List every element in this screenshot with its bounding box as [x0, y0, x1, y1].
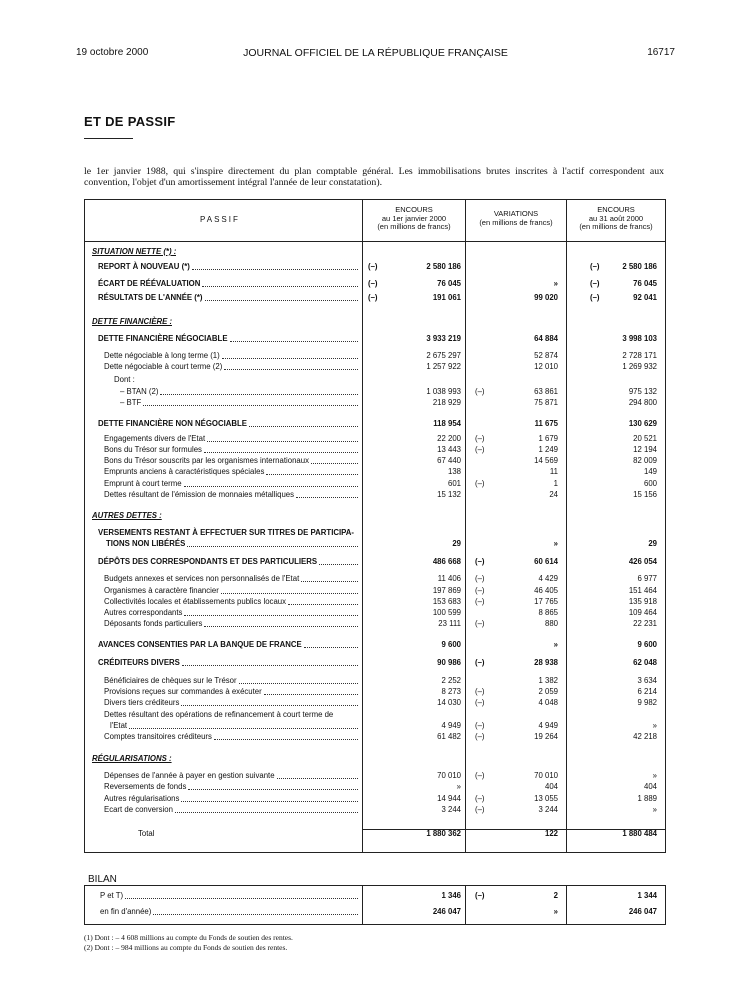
value-c2: 28 938: [534, 658, 558, 667]
value-c2: 1 679: [538, 434, 558, 443]
row-label-text: Reversements de fonds: [104, 782, 187, 791]
row-label: [104, 618, 359, 630]
value-c2: 880: [544, 619, 558, 628]
row-label-text: Provisions reçues sur commandes à exécuter: [104, 687, 262, 696]
value-c1: 486 668: [432, 557, 461, 566]
table-row: [84, 657, 664, 669]
row-label-text: Dette négociable à long terme (1): [104, 351, 220, 360]
value-c1: 14 944: [437, 794, 461, 803]
sign-marker: (–): [368, 279, 378, 288]
table-row: [84, 556, 664, 568]
value-c2: 3 244: [538, 805, 558, 814]
value-c2: »: [553, 539, 558, 548]
leader-dots: [192, 261, 358, 270]
sign-marker: (–): [475, 771, 485, 780]
header-col-encours-start: [363, 206, 465, 232]
table-header-rule: [84, 241, 665, 242]
value-c1: 3 244: [441, 805, 461, 814]
value-c3: 246 047: [628, 907, 657, 916]
table-row: [84, 361, 664, 373]
row-label: [114, 374, 135, 386]
table-row: [84, 292, 664, 304]
row-label: [104, 781, 359, 793]
sign-marker: (–): [475, 586, 485, 595]
row-label-text: Organismes à caractère financier: [104, 586, 219, 595]
value-c1: 1 038 993: [426, 387, 461, 396]
row-label: [98, 556, 359, 568]
leader-dots: [222, 350, 358, 359]
row-label-text: VERSEMENTS RESTANT À EFFECTUER SUR TITRES DE PARTICIPA-: [98, 528, 355, 537]
value-c2: 1 382: [538, 676, 558, 685]
row-label-text: Bons du Trésor souscrits par les organismes internationaux: [104, 456, 309, 465]
footnote-2: (2) Dont : – 984 millions au compte du Fonds de soutien des rentes.: [84, 943, 288, 952]
header-col-encours-start-line3: (en millions de francs): [377, 222, 451, 231]
table-row: [84, 538, 664, 550]
row-label-text: Engagements divers de l'Etat: [104, 434, 206, 443]
value-c3: 15 156: [633, 490, 657, 499]
row-label-text: Dépenses de l'année à payer en gestion suivante: [104, 771, 275, 780]
row-label: [98, 261, 359, 273]
leader-dots: [249, 418, 358, 427]
row-label-text: – BTF: [120, 398, 142, 407]
row-label-text: Dette négociable à court terme (2): [104, 362, 223, 371]
value-c3: 92 041: [633, 293, 657, 302]
value-c3: 9 600: [637, 640, 657, 649]
section-rule: [84, 138, 133, 139]
footnote-1: (1) Dont : – 4 608 millions au compte du Fonds de soutien des rentes.: [84, 933, 293, 942]
value-c3: 82 009: [633, 456, 657, 465]
sign-marker: (–): [475, 619, 485, 628]
row-label: [138, 828, 154, 840]
leader-dots: [288, 596, 358, 605]
row-label: [100, 890, 359, 902]
value-c2: 4 949: [538, 721, 558, 730]
table-row: [84, 753, 664, 765]
table-row: [84, 418, 664, 430]
leader-dots: [214, 731, 358, 740]
value-c3: 42 218: [633, 732, 657, 741]
leader-dots: [296, 489, 358, 498]
value-c3: 2 728 171: [622, 351, 657, 360]
value-c3: 130 629: [628, 419, 657, 428]
value-c1: 191 061: [432, 293, 461, 302]
value-c1: 15 132: [437, 490, 461, 499]
leader-dots: [187, 538, 358, 547]
table-row: [84, 781, 664, 793]
sign-marker: (–): [475, 597, 485, 606]
leader-dots: [143, 397, 358, 406]
leader-dots: [160, 386, 358, 395]
value-c1: 90 986: [437, 658, 461, 667]
row-label: [92, 510, 162, 522]
header-passif: PASSIF: [200, 215, 240, 224]
value-c3: 151 464: [628, 586, 657, 595]
row-label: [104, 466, 359, 478]
value-c1: 100 599: [432, 608, 461, 617]
row-label: [92, 316, 172, 328]
row-label-text: REPORT À NOUVEAU (*): [98, 262, 190, 271]
row-label: [92, 246, 176, 258]
table-row: [84, 374, 664, 386]
row-label-text: ÉCART DE RÉÉVALUATION: [98, 279, 201, 288]
row-label: [98, 639, 359, 651]
bilan-row: [84, 890, 664, 902]
value-c2: 11 675: [534, 419, 558, 428]
row-label: [98, 418, 359, 430]
row-label-text: TIONS NON LIBÉRÉS: [106, 539, 186, 548]
value-c2: 17 765: [534, 597, 558, 606]
value-c1: 22 200: [437, 434, 461, 443]
row-label-text: P et T): [100, 891, 124, 900]
header-date: 19 octobre 2000: [76, 47, 149, 58]
table-row: [84, 278, 664, 290]
sign-marker: (–): [475, 557, 485, 566]
row-label-text: en fin d'année): [100, 907, 152, 916]
sign-marker: (–): [475, 794, 485, 803]
value-c3: »: [652, 771, 657, 780]
sign-marker: (–): [475, 687, 485, 696]
row-label-text: DÉPÔTS DES CORRESPONDANTS ET DES PARTICULIERS: [98, 557, 318, 566]
section-title: ET DE PASSIF: [84, 114, 176, 129]
value-c3: 62 048: [633, 658, 657, 667]
table-row: [84, 316, 664, 328]
value-c2: 19 264: [534, 732, 558, 741]
table-row: [84, 804, 664, 816]
value-c3: 135 918: [628, 597, 657, 606]
value-c2: 14 569: [534, 456, 558, 465]
row-label-text: DETTE FINANCIÈRE :: [92, 317, 173, 326]
row-label-text: Divers tiers créditeurs: [104, 698, 180, 707]
header-page-number: 16717: [647, 47, 675, 58]
sign-marker: (–): [590, 262, 600, 271]
value-c1: 8 273: [441, 687, 461, 696]
header-col-encours-start-line1: ENCOURS: [395, 205, 433, 214]
value-c2: 1 249: [538, 445, 558, 454]
value-c3: »: [652, 721, 657, 730]
leader-dots: [277, 770, 358, 779]
row-label-text: – BTAN (2): [120, 387, 159, 396]
value-c3: 975 132: [628, 387, 657, 396]
leader-dots: [207, 433, 358, 442]
row-label-text: DETTE FINANCIÈRE NON NÉGOCIABLE: [98, 419, 248, 428]
sign-marker: (–): [590, 293, 600, 302]
table-row: [84, 489, 664, 501]
table-row: [84, 333, 664, 345]
value-c3: 109 464: [628, 608, 657, 617]
row-label: [98, 333, 359, 345]
row-label: [104, 697, 359, 709]
value-c1: 601: [447, 479, 461, 488]
value-c1: 1 880 362: [426, 829, 461, 838]
row-label: [98, 292, 359, 304]
leader-dots: [221, 585, 358, 594]
value-c3: 3 998 103: [622, 334, 657, 343]
value-c3: »: [652, 805, 657, 814]
header-col-encours-end-line1: ENCOURS: [597, 205, 635, 214]
leader-dots: [153, 906, 358, 915]
value-c1: 61 482: [437, 732, 461, 741]
value-c1: 9 600: [441, 640, 461, 649]
value-c1: 3 933 219: [426, 334, 461, 343]
value-c1: 2 675 297: [426, 351, 461, 360]
leader-dots: [202, 278, 358, 287]
row-label-text: Autres régularisations: [104, 794, 180, 803]
row-label-text: Emprunt à court terme: [104, 479, 182, 488]
leader-dots: [204, 618, 358, 627]
row-label-text: l'Etat: [110, 721, 128, 730]
intro-paragraph: le 1er janvier 1988, qui s'inspire directement du plan comptable général. Les immobilisations brutes inscrites à l'actif correspondent aux convention, l'objet d'un amortissement intégral l'année de leur constatation).: [84, 166, 664, 188]
value-c2: 12 010: [534, 362, 558, 371]
leader-dots: [266, 466, 358, 475]
value-c3: 2 580 186: [622, 262, 657, 271]
value-c1: »: [456, 782, 461, 791]
value-c2: 75 871: [534, 398, 558, 407]
row-label-text: Déposants fonds particuliers: [104, 619, 203, 628]
sign-marker: (–): [475, 805, 485, 814]
sign-marker: (–): [475, 434, 485, 443]
bilan-title: BILAN: [88, 874, 117, 885]
header-title: JOURNAL OFFICIEL DE LA RÉPUBLIQUE FRANÇAISE: [243, 47, 508, 59]
row-label-text: AVANCES CONSENTIES PAR LA BANQUE DE FRANCE: [98, 640, 302, 649]
row-label: [104, 804, 359, 816]
leader-dots: [184, 478, 358, 487]
header-col-variations-line1: VARIATIONS: [493, 209, 539, 218]
row-label: [104, 731, 359, 743]
sign-marker: (–): [590, 279, 600, 288]
value-c2: 63 861: [534, 387, 558, 396]
leader-dots: [205, 292, 358, 301]
value-c1: 2 252: [441, 676, 461, 685]
leader-dots: [311, 455, 358, 464]
table-row: [84, 828, 664, 840]
leader-dots: [188, 781, 358, 790]
value-c1: 197 869: [432, 586, 461, 595]
value-c3: 1 344: [637, 891, 657, 900]
row-label: [98, 657, 359, 669]
leader-dots: [125, 890, 358, 899]
row-label-text: Bons du Trésor sur formules: [104, 445, 202, 454]
value-c2: 13 055: [534, 794, 558, 803]
row-label-text: Total: [138, 829, 155, 838]
value-c3: 1 269 932: [622, 362, 657, 371]
table-row: [84, 466, 664, 478]
value-c1: 76 045: [437, 279, 461, 288]
value-c1: 67 440: [437, 456, 461, 465]
leader-dots: [319, 556, 358, 565]
leader-dots: [264, 686, 358, 695]
row-label-text: Dettes résultant de l'émission de monnaies métalliques: [104, 490, 295, 499]
header-col-encours-end: [567, 206, 665, 232]
row-label: [92, 753, 172, 765]
value-c1: 218 929: [432, 398, 461, 407]
table-row: [84, 397, 664, 409]
header-col-variations-line2: (en millions de francs): [479, 217, 553, 227]
row-label-text: RÉGULARISATIONS :: [92, 754, 172, 763]
value-c2: 2 059: [538, 687, 558, 696]
value-c1: 138: [447, 467, 461, 476]
row-label-text: Bénéficiaires de chèques sur le Trésor: [104, 676, 237, 685]
row-label-text: Comptes transitoires créditeurs: [104, 732, 212, 741]
table-row: [84, 618, 664, 630]
header-col-encours-end-line3: (en millions de francs): [579, 222, 653, 231]
sign-marker: (–): [475, 445, 485, 454]
sign-marker: (–): [475, 574, 485, 583]
table-row: [84, 639, 664, 651]
value-c1: 246 047: [432, 907, 461, 916]
leader-dots: [181, 793, 358, 802]
row-label: [104, 489, 359, 501]
row-label-text: SITUATION NETTE (*) :: [92, 247, 177, 256]
value-c2: 24: [549, 490, 558, 499]
row-label-text: DETTE FINANCIÈRE NÉGOCIABLE: [98, 334, 228, 343]
row-label-text: CRÉDITEURS DIVERS: [98, 658, 180, 667]
value-c3: 76 045: [633, 279, 657, 288]
sign-marker: (–): [475, 891, 485, 900]
leader-dots: [184, 607, 358, 616]
value-c3: 1 880 484: [622, 829, 657, 838]
value-c3: 426 054: [628, 557, 657, 566]
leader-dots: [301, 573, 358, 582]
row-label-text: Autres correspondants: [104, 608, 183, 617]
value-c3: 149: [643, 467, 657, 476]
sign-marker: (–): [475, 479, 485, 488]
value-c2: 8 865: [538, 608, 558, 617]
leader-dots: [224, 361, 358, 370]
value-c3: 294 800: [628, 398, 657, 407]
value-c2: 2: [553, 891, 558, 900]
value-c1: 4 949: [441, 721, 461, 730]
sign-marker: (–): [475, 721, 485, 730]
value-c2: »: [553, 907, 558, 916]
value-c2: 4 429: [538, 574, 558, 583]
value-c1: 1 346: [441, 891, 461, 900]
table-row: [84, 510, 664, 522]
leader-dots: [182, 657, 358, 666]
leader-dots: [239, 675, 358, 684]
row-label-text: Budgets annexes et services non personnalisés de l'Etat: [104, 574, 300, 583]
value-c2: 60 614: [534, 557, 558, 566]
value-c2: 70 010: [534, 771, 558, 780]
bilan-row: [84, 906, 664, 918]
header-col-encours-end-line2: au 31 août 2000: [588, 213, 644, 223]
value-c3: 404: [643, 782, 657, 791]
value-c1: 2 580 186: [426, 262, 461, 271]
row-label-text: Ecart de conversion: [104, 805, 173, 814]
row-label-text: Collectivités locales et établissements publics locaux: [104, 597, 287, 606]
value-c1: 23 111: [438, 619, 461, 628]
value-c1: 70 010: [437, 771, 461, 780]
row-label: [100, 906, 359, 918]
sign-marker: (–): [475, 698, 485, 707]
value-c3: 1 889: [637, 794, 657, 803]
sign-marker: (–): [475, 387, 485, 396]
table-row: [84, 246, 664, 258]
row-label: [106, 538, 359, 550]
value-c3: 29: [648, 539, 657, 548]
value-c3: 20 521: [633, 434, 657, 443]
row-label: [104, 361, 359, 373]
leader-dots: [304, 639, 358, 648]
row-label: [104, 573, 359, 585]
value-c2: 52 874: [534, 351, 558, 360]
row-label-text: RÉSULTATS DE L'ANNÉE (*): [98, 293, 203, 302]
value-c3: 6 977: [637, 574, 657, 583]
value-c1: 14 030: [437, 698, 461, 707]
value-c1: 118 954: [433, 419, 461, 428]
leader-dots: [129, 720, 358, 729]
row-label-text: Dettes résultant des opérations de refinancement à court terme de: [104, 710, 334, 719]
value-c2: 1: [553, 479, 558, 488]
value-c2: »: [553, 279, 558, 288]
value-c3: 3 634: [637, 676, 657, 685]
sign-marker: (–): [368, 262, 378, 271]
table-row: [84, 697, 664, 709]
value-c3: 9 982: [637, 698, 657, 707]
row-label: [120, 397, 359, 409]
value-c2: 4 048: [538, 698, 558, 707]
leader-dots: [181, 697, 358, 706]
value-c2: 64 884: [534, 334, 558, 343]
leader-dots: [204, 444, 358, 453]
value-c1: 13 443: [437, 445, 461, 454]
value-c2: 122: [544, 829, 558, 838]
sign-marker: (–): [368, 293, 378, 302]
table-row: [84, 731, 664, 743]
row-label: [98, 278, 359, 290]
table-row: [84, 573, 664, 585]
value-c3: 6 214: [637, 687, 657, 696]
sign-marker: (–): [475, 658, 485, 667]
value-c2: 46 405: [534, 586, 558, 595]
row-label-text: Dont :: [114, 375, 135, 384]
value-c3: 22 231: [633, 619, 657, 628]
value-c2: 11: [549, 467, 558, 476]
value-c2: 404: [544, 782, 558, 791]
header-col-encours-start-line2: au 1er janvier 2000: [381, 213, 447, 223]
value-c1: 1 257 922: [426, 362, 461, 371]
leader-dots: [230, 333, 358, 342]
leader-dots: [175, 804, 358, 813]
value-c1: 153 683: [432, 597, 461, 606]
value-c3: 600: [643, 479, 657, 488]
value-c2: 99 020: [534, 293, 558, 302]
value-c3: 12 194: [633, 445, 657, 454]
sign-marker: (–): [475, 732, 485, 741]
value-c2: »: [553, 640, 558, 649]
value-c1: 29: [452, 539, 461, 548]
table-row: [84, 261, 664, 273]
row-label-text: AUTRES DETTES :: [92, 511, 162, 520]
value-c1: 11 406: [437, 574, 461, 583]
header-col-variations: [466, 210, 566, 227]
row-label-text: Emprunts anciens à caractéristiques spéciales: [104, 467, 265, 476]
